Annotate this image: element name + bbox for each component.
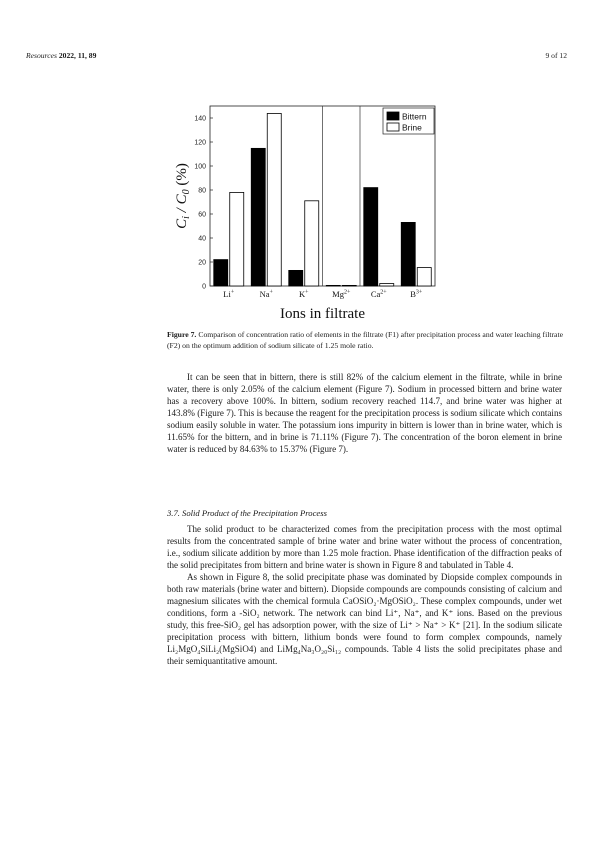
x-tick-label: $B^{3+}$ (410, 289, 423, 299)
legend-swatch-bittern (387, 112, 399, 120)
bar-brine-naplus (267, 113, 281, 286)
bar-bittern-liplus (214, 260, 228, 286)
paragraph-solid-product: The solid product to be characterized comes from the precipitation process with the most optimal results from the concentrated sample of brine water and brine water without the process of concentration, i.e., sodium silicate addition by more than 1.25 mole fraction. Phase identification of the diffraction peaks of the solid precipitates from bittern and brine water is shown in Figure 8 and tabulated in Table 4. (167, 524, 562, 570)
y-tick-label: 20 (198, 259, 206, 267)
bar-brine-b3plus (417, 268, 431, 286)
section-heading: 3.7. Solid Product of the Precipitation Process (167, 508, 327, 518)
figure-caption-label: Figure 7. (167, 330, 197, 339)
x-axis-label: Ions in filtrate (280, 306, 365, 322)
x-tick-label: Na+ (259, 289, 273, 299)
y-tick-label: 120 (194, 139, 206, 147)
paragraph-diopside: As shown in Figure 8, the solid precipitate phase was dominated by Diopside complex compounds in both raw materials (brine water and bittern). Diopside compounds are compounds consisting of calcium and magnesium silicates with the chemical formula CaOSiO₂·MgOSiO₂. These complex compounds, under wet conditions, form a -SiO₂ network. The network can bind Li⁺, Na⁺, and K⁺ ions. Based on the previous study, this free-SiO₂ gel has adsorption power, with the size of Li⁺ > Na⁺ > K⁺ [21]. In the sodium silicate precipitation process with bittern, lithium bonds were found to form complex compounds, namely Li₂MgO₄SiLi₂(MgSiO4) and LiMg₄Na₃O₂₀Si₁₂ compounds. Table 4 lists the solid precipitates phase and their semiquantitative amount. (167, 572, 562, 666)
y-tick-label: 60 (198, 211, 206, 219)
journal-name: Resources (26, 51, 57, 60)
figure-7-chart (165, 98, 445, 328)
legend-label-brine: Brine (402, 122, 422, 133)
citation-details: 2022, 11, 89 (58, 51, 97, 60)
bar-bittern-mg2plus (326, 285, 340, 286)
bar-brine-kplus (305, 201, 319, 286)
figure-caption-text: Comparison of concentration ratio of elements in the filtrate (F1) after precipitation process and water leaching filtrate (F2) on the optimum addition of sodium silicate of 1.25 mole ratio. (167, 330, 563, 350)
figure-caption (167, 330, 563, 351)
page-number: 9 of 12 (545, 51, 567, 60)
y-tick-label: 100 (194, 163, 206, 171)
bar-bittern-ca2plus (364, 188, 378, 286)
y-tick-label: 80 (198, 187, 206, 195)
legend-swatch-brine (387, 123, 399, 131)
y-tick-label: 140 (194, 115, 206, 123)
journal-citation (26, 51, 96, 60)
x-tick-label: Li+ (223, 289, 235, 299)
bar-brine-liplus (230, 192, 244, 286)
x-tick-label: $Ca^{2+}$ (370, 289, 387, 299)
x-tick-label: K+ (298, 289, 309, 299)
y-tick-label: 40 (198, 235, 206, 243)
bar-brine-mg2plus (342, 285, 356, 286)
bar-brine-ca2plus (380, 284, 394, 286)
y-axis-label: $C_i / C_0$ (%) (174, 163, 192, 229)
legend-label-bittern: Bittern (402, 111, 427, 122)
x-tick-label: $Mg^{2+}$ (332, 289, 351, 299)
paragraph-calcium-sodium: It can be seen that in bittern, there is still 82% of the calcium element in the filtrate, while in brine water, there is only 2.05% of the calcium element (Figure 7). Sodium in processed bittern and brine water has a recovery above 100%. In bittern, sodium recovery reached 114.7, and brine water was higher at 143.8% (Figure 7). This is because the reagent for the precipitation process is sodium silicate which contains sodium easily soluble in water. The potassium ions impurity in bittern is lower than in brine water, which is 11.65% for the bittern, and in brine is 71.11% (Figure 7). The concentration of the boron element in brine water is reduced by 84.63% to 15.37% (Figure 7). (167, 372, 562, 454)
bar-bittern-naplus (251, 148, 265, 286)
bar-bittern-b3plus (401, 222, 415, 286)
bar-bittern-kplus (289, 270, 303, 286)
y-tick-label: 0 (202, 283, 206, 291)
